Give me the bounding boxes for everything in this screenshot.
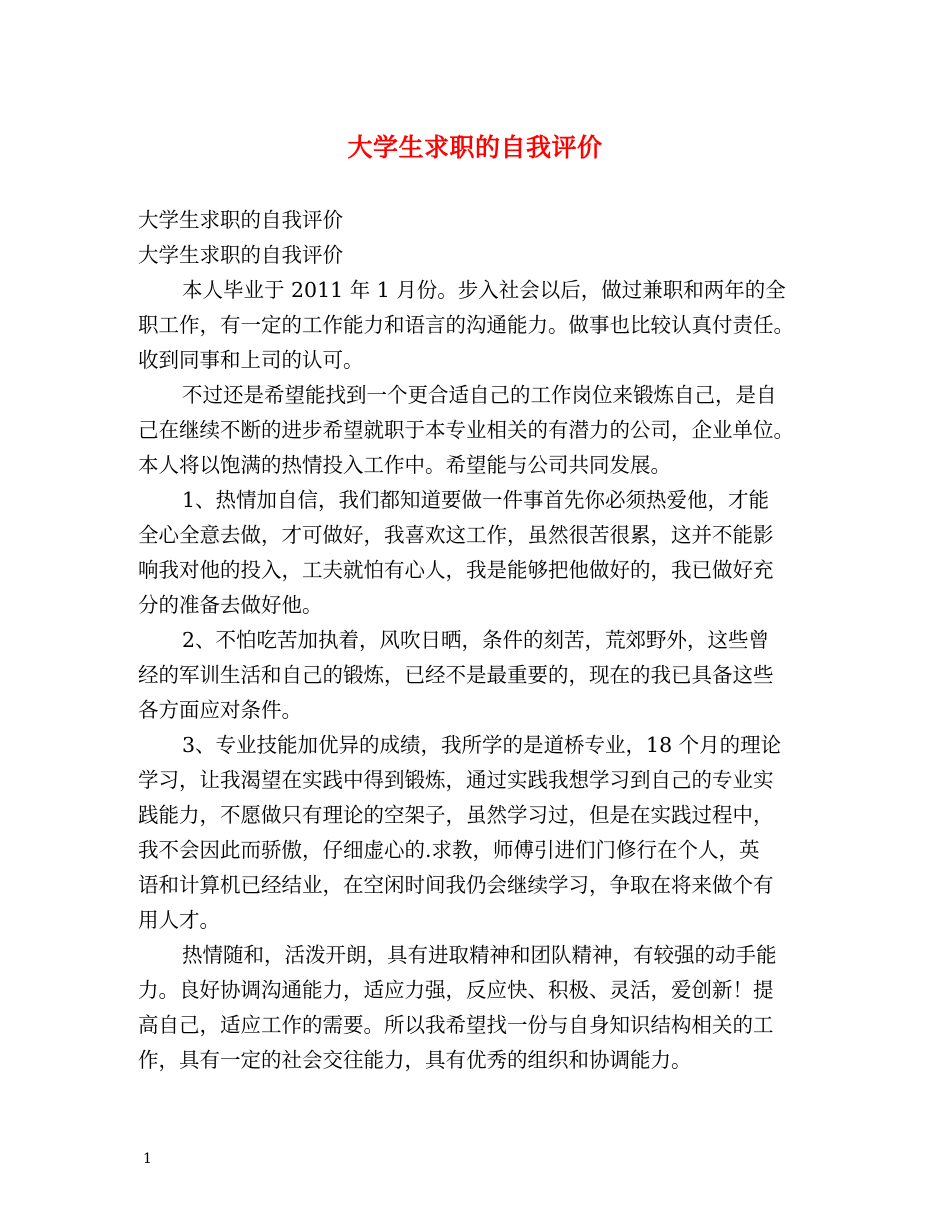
document-title: 大学生求职的自我评价 (347, 133, 603, 162)
paragraph-line: 作，具有一定的社会交往能力，具有优秀的组织和协调能力。 (138, 1048, 692, 1072)
paragraph-line: 用人才。 (138, 908, 220, 932)
paragraph-line: 职工作，有一定的工作能力和语言的沟通能力。做事也比较认真付责任。 (138, 313, 794, 337)
paragraph-line: 高自己，适应工作的需要。所以我希望找一份与自身知识结构相关的工 (138, 1013, 774, 1037)
paragraph-line: 响我对他的投入，工夫就怕有心人，我是能够把他做好的，我已做好充 (138, 558, 774, 582)
paragraph-line: 2、不怕吃苦加执着，风吹日晒，条件的刻苦，荒郊野外，这些曾 (182, 628, 770, 652)
paragraph-line: 语和计算机已经结业，在空闲时间我仍会继续学习，争取在将来做个有 (138, 873, 774, 897)
paragraph-line: 不过还是希望能找到一个更合适自己的工作岗位来锻炼自己，是自 (182, 383, 777, 407)
paragraph-line: 热情随和，活泼开朗，具有进取精神和团队精神，有较强的动手能 (182, 943, 777, 967)
paragraph-line: 分的准备去做好他。 (138, 593, 323, 617)
paragraph-line: 力。良好协调沟通能力，适应力强，反应快、积极、灵活，爱创新！提 (138, 978, 774, 1002)
paragraph-line: 各方面应对条件。 (138, 698, 302, 722)
paragraph-line: 践能力，不愿做只有理论的空架子，虽然学习过，但是在实践过程中， (138, 803, 774, 827)
paragraph-line: 3、专业技能加优异的成绩，我所学的是道桥专业，18 个月的理论 (182, 733, 782, 757)
paragraph-line: 1、热情加自信，我们都知道要做一件事首先你必须热爱他，才能 (182, 488, 770, 512)
page-number: 1 (143, 1151, 152, 1167)
paragraph-line: 经的军训生活和自己的锻炼，已经不是最重要的，现在的我已具备这些 (138, 663, 774, 687)
document-body (138, 203, 816, 1078)
paragraph-line: 全心全意去做，才可做好，我喜欢这工作，虽然很苦很累，这并不能影 (138, 523, 774, 547)
body-line: 大学生求职的自我评价 (138, 243, 343, 267)
paragraph-line: 本人将以饱满的热情投入工作中。希望能与公司共同发展。 (138, 453, 671, 477)
paragraph-line: 本人毕业于 2011 年 1 月份。步入社会以后，做过兼职和两年的全 (182, 278, 786, 302)
paragraph-line: 学习，让我渴望在实践中得到锻炼，通过实践我想学习到自己的专业实 (138, 768, 774, 792)
body-line: 大学生求职的自我评价 (138, 208, 343, 232)
paragraph-line: 我不会因此而骄傲，仔细虚心的.求教，师傅引进们门修行在个人，英 (138, 838, 760, 862)
paragraph-line: 收到同事和上司的认可。 (138, 348, 364, 372)
paragraph-line: 己在继续不断的进步希望就职于本专业相关的有潜力的公司，企业单位。 (138, 418, 794, 442)
